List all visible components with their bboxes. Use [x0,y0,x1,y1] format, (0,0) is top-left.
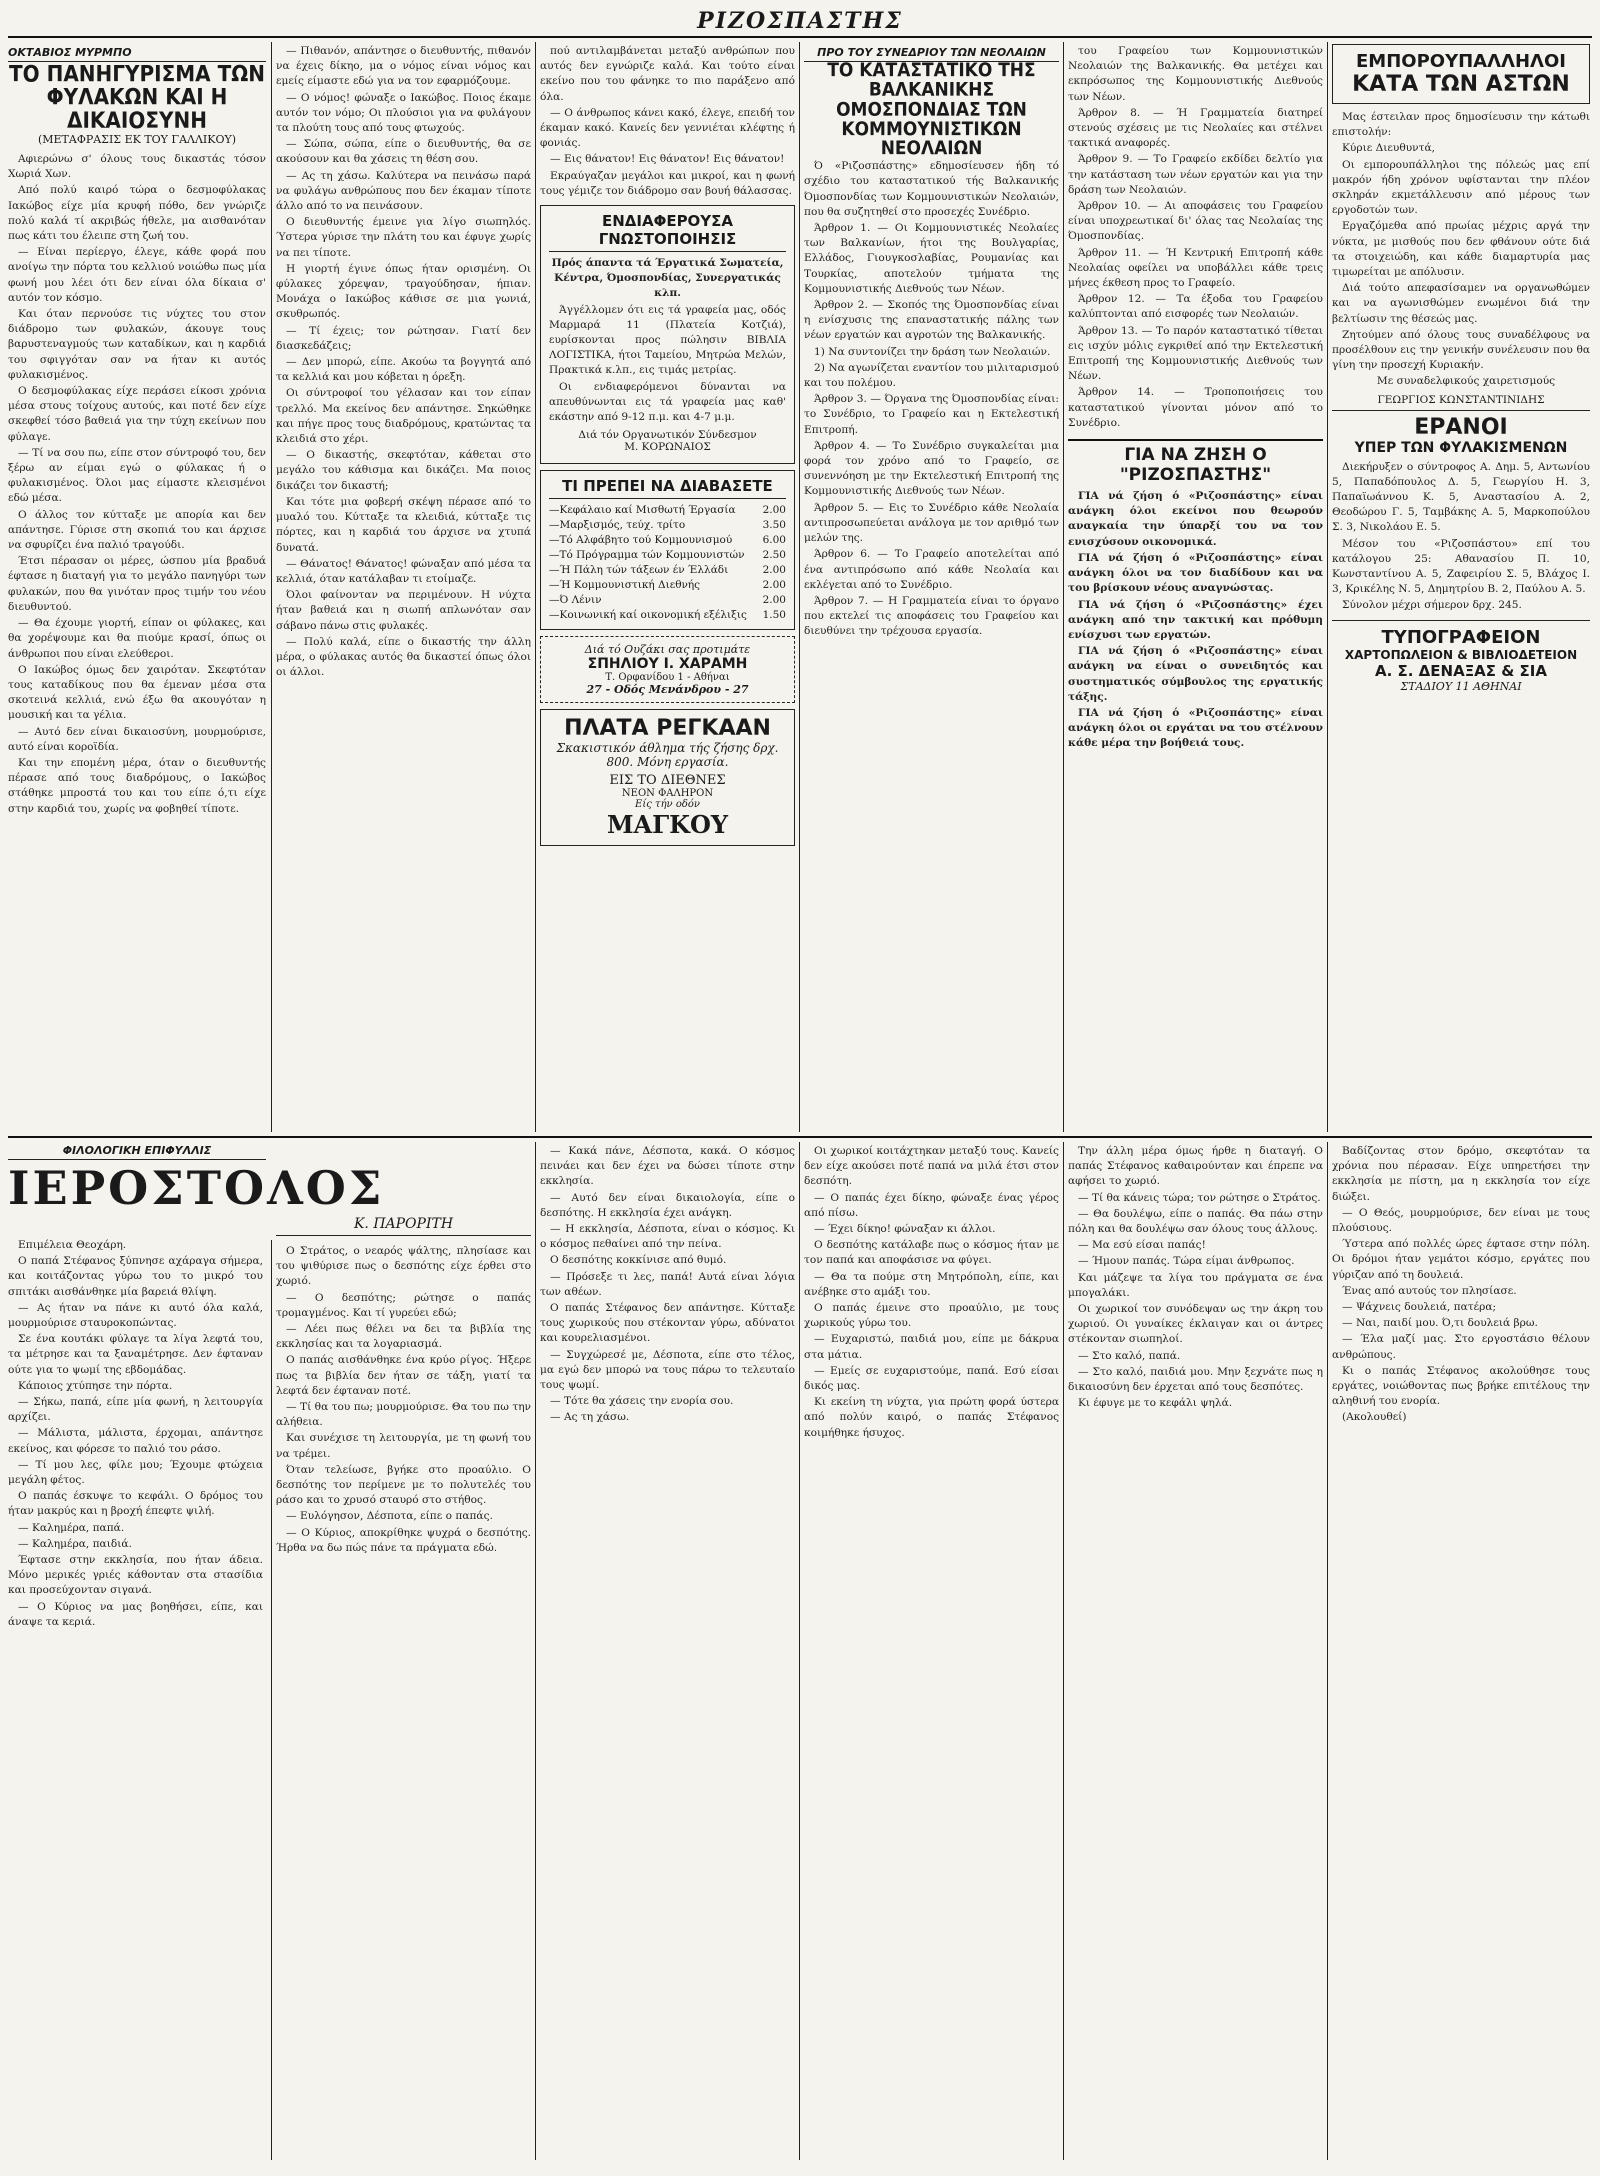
paragraph: Ο Στράτος, ο νεαρός ψάλτης, πλησίασε και του ψιθύρισε πως ο δεσπότης είχε έρθει στο χωριό. [276,1245,531,1288]
paragraph: Την άλλη μέρα όμως ήρθε η διαταγή. Ο παπάς Στέφανος καθαιρούνταν και έπρεπε να αφήσει το χωριό. [1068,1145,1323,1188]
appeal-title: ΓΙΑ ΝΑ ΖΗΣΗ Ο "ΡΙΖΟΣΠΑΣΤΗΣ" [1119,445,1272,486]
paragraph: Ο διευθυντής έμεινε για λίγο σιωπηλός. Ύστερα γύρισε την πλάτη του και έφυγε χωρίς να πει τίποτε. [276,216,531,259]
paragraph: — Ο παπάς έχει δίκηο, φώναξε ένας γέρος από πίσω. [804,1191,1059,1219]
paragraph: — Μάλιστα, μάλιστα, έρχομαι, απάντησε εκείνος, και φόρεσε το παλιό του ράσο. [8,1427,263,1455]
paragraph: — Έχει δίκηο! φώναξαν κι άλλοι. [814,1223,996,1236]
paragraph: Κύριε Διευθυντά, [1342,142,1435,155]
paragraph: Ο παπάς έμεινε στο προαύλιο, με τους χωρικούς γύρω του. [804,1302,1059,1330]
paragraph: — Στο καλό, παπά. [1078,1349,1181,1362]
ad-line: Τ. Ορφανίδου 1 - Αθήναι [605,672,730,684]
column-rule [799,42,800,1132]
paragraph: Ύστερα από πολλές ώρες έφτασε στην πόλη. Οι δρόμοι ήταν γεμάτοι κόσμο, εργάτες που γύριζαν από τη δουλειά. [1332,1238,1590,1281]
paragraph: — Ευχαριστώ, παιδιά μου, είπε με δάκρυα στα μάτια. [804,1333,1059,1361]
paragraph: Άρθρον 4. — Το Συνέδριο συγκαλείται μια φορά τον χρόνο από το Γραφείο, σε συνεννόηση με την Εκτελεστική Επιτροπή της Κομμουνιστικής Διεθνούς των Νέων. [804,439,1059,498]
column-3 [540,44,795,1130]
headline: ΤΟ ΚΑΤΑΣΤΑΤΙΚΟ ΤΗΣ ΒΑΛΚΑΝΙΚΗΣ ΟΜΟΣΠΟΝΔΙΑΣ ΤΩΝ ΚΟΜΜΟΥΝΙΣΤΙΚΩΝ ΝΕΟΛΑΙΩΝ [827,59,1036,160]
column-2 [276,44,531,1130]
reading-list-item [549,518,786,533]
paragraph: — Εις θάνατον! Εις θάνατον! Εις θάνατον! [550,153,785,166]
paragraph: — Σώπα, σώπα, είπε ο διευθυντής, θα σε ακούσουν και θα χάσεις τη θέση σου. [276,138,531,166]
paragraph: Κι ο παπάς Στέφανος ακολούθησε τους εργάτες, νοιώθοντας πως βρήκε επιτέλους την αληθινή του ενορία. [1332,1364,1590,1408]
donations-subtitle: ΥΠΕΡ ΤΩΝ ΦΥΛΑΚΙΣΜΕΝΩΝ [1354,439,1568,456]
paragraph: Διά τούτο απεφασίσαμεν να οργανωθώμεν και να αγωνισθώμεν ενωμένοι διά την βελτίωσιν της θέσεώς μας. [1332,282,1590,325]
paragraph: — Μα εσύ είσαι παπάς! [1078,1239,1206,1252]
column-rule [1063,42,1064,1132]
paragraph: Ο παπά Στέφανος ξύπνησε αχάραγα σήμερα, και κοιτάζοντας γύρω του το μικρό του σπιτάκι αισθάνθηκε μία βαρειά θλίψη. [8,1255,263,1298]
paragraph: Άρθρον 14. — Τροποποιήσεις του καταστατικού γίνονται μόνον από το Συνέδριο. [1068,386,1323,429]
ouzo-ad [540,636,795,703]
paragraph: Άρθρον 10. — Αι αποφάσεις του Γραφείου είναι υποχρεωτικαί δι' όλας τας Νεολαίας της Όμοσπονδίας. [1068,200,1323,243]
paragraph: — Ας ήταν να πάνε κι αυτό όλα καλά, μουρμούρισε σταυροκοπώντας. [8,1301,263,1330]
paragraph: Οι σύντροφοί του γέλασαν και τον είπαν τρελλό. Μα εκείνος δεν απάντησε. Σηκώθηκε και πήγε προς τους διαδρόμους, κρατώντας τα κλειδιά στο χέρι. [276,387,531,446]
column-rule [1327,42,1328,1132]
announcement-title: ΕΝΔΙΑΦΕΡΟΥΣΑ ΓΝΩΣΤΟΠΟΙΗΣΙΣ [549,212,786,252]
paragraph: Εργαζόμεθα από πρωίας μέχρις αργά την νύκτα, με μισθούς που δεν φθάνουν ούτε διά τα στοιχειώδη, και κάθε διαμαρτυρία μας τιμωρείται με απόλυσιν. [1332,220,1590,279]
reading-list-item [549,533,786,548]
paragraph: Και όταν περνούσε τις νύχτες του στον διάδρομο των φυλακών, άκουγε τους βαρυστεναγμούς των καταδίκων, και η καρδιά του σφιγγόταν σαν να ήταν κι αυτός φυλακισμένος. [8,308,266,381]
print-shop-ad [1332,620,1590,693]
reading-list-title: ΤΙ ΠΡΕΠΕΙ ΝΑ ΔΙΑΒΑΣΕΤΕ [549,477,786,499]
paragraph: — Τί έχεις; τον ρώτησαν. Γιατί δεν διασκεδάζεις; [276,324,531,352]
book-price: 2.00 [762,579,786,592]
paragraph: Σύνολον μέχρι σήμερον δρχ. 245. [1342,599,1522,612]
paragraph: Άρθρον 2. — Σκοπός της Όμοσπονδίας είναι η ενίσχυσις της επαναστατικής πάλης των νέων εργατών και αγροτών της Βαλκανικής. [804,299,1059,342]
paragraph: Από πολύ καιρό τώρα ο δεσμοφύλακας Ιακώβος είχε μία κρυφή πόθο, δεν γνώριζε πολύ καλά τί ακριβώς ήθελε, μα αισθανόταν πως κάτι του έλειπε στη ζωή του. [8,184,266,243]
ad-address: ΣΤΑΔΙΟΥ 11 ΑΘΗΝΑΙ [1400,679,1522,693]
book-price: 2.00 [762,504,786,517]
paragraph: Διεκήρυξεν ο σύντροφος Α. Δημ. 5, Αντωνίου 5, Παπαδόπουλος Δ. 5, Γεωργίου Η. 3, Παπαϊωάννου Κ. 5, Αναστασίου Α. 2, Θεοδώρου Γ. 5, Ταμβάκης Α. 5, Μαρκοπούλου Σ. 3, Νικολάου Ε. 5. [1332,460,1590,534]
feuilleton-column [804,1144,1059,2158]
reading-list-item [549,548,786,563]
feuilleton-column [1332,1144,1590,2158]
column-rule [799,1142,800,2160]
paragraph: — Δεν μπορώ, είπε. Ακούω τα βογγητά από τα κελλιά και μου κόβεται η όρεξη. [276,356,531,384]
paragraph: — Λέει πως θέλει να δει τα βιβλία της εκκλησίας και τα λογαριασμά. [276,1323,531,1351]
paragraph: — Η εκκλησία, Δέσποτα, είναι ο κόσμος. Κι ο κόσμος πεθαίνει από την πείνα. [540,1223,795,1251]
book-price: 3.50 [762,519,786,532]
headline-small: ΕΜΠΟΡΟΥΠΑΛΛΗΛΟΙ [1356,51,1566,72]
paragraph: Όλοι φαίνονταν να περιμένουν. Η νύχτα ήταν βαθειά και η σιωπή απλωνόταν σαν σάβανο πάνω στις φυλακές. [276,589,531,632]
paragraph: — Ευλόγησον, Δέσποτα, είπε ο παπάς. [286,1510,493,1523]
paragraph: — Κακά πάνε, Δέσποτα, κακά. Ο κόσμος πεινάει και δεν έχει να δώσει τίποτε στην εκκλησία. [540,1145,795,1188]
paragraph: Μας έστειλαν προς δημοσίευσιν την κάτωθι επιστολήν: [1332,111,1590,139]
book-title: —Μαρξισμός, τεύχ. τρίτο [549,519,686,532]
ad-line: ΝΕΟΝ ΦΑΛΗΡΟΝ [621,788,714,800]
paragraph: Μέσον του «Ριζοσπάστου» επί του κατάλογου 25: Αθανασίου Π. 10, Κωνσταντίνου Α. 5, Ζαφειρίου Σ. 5, Βλάχος Ι. 3, Κρικέλης Ν. 5, Δημητρίου Β. 2, Παύλου Α. 5. [1332,537,1590,596]
column-rule [535,42,536,1132]
paragraph: Κι έφυγε με το κεφάλι ψηλά. [1078,1397,1233,1410]
paragraph: — Θα έχουμε γιορτή, είπαν οι φύλακες, και θα χορέψουμε και θα πιούμε κρασί, όπως οι άνθρωποι που είναι ελεύθεροι. [8,617,266,660]
ad-line: Σκακιστικόν άθλημα τής ζήσης δρχ. 800. Μόνη εργασία. [556,741,779,770]
headline: ΤΟ ΠΑΝΗΓΥΡΙΣΜΑ ΤΩΝ ΦΥΛΑΚΩΝ ΚΑΙ Η ΔΙΚΑΙΟΣΥΝΗ [8,60,265,134]
paragraph: Ο δεσπότης κοκκίνισε από θυμό. [550,1254,727,1267]
column-rule [271,42,272,1132]
column-rule [1327,1142,1328,2160]
paragraph: πού αντιλαμβάνεται μεταξύ ανθρώπων που αυτός δεν εγνώριζε καλά. Και τούτο είναι εκείνο που του φάνηκε το πιο παράξενο από όλα. [540,45,795,103]
ad-name: ΜΑΓΚΟΥ [606,810,729,840]
paragraph: ΓΙΑ νά ζήση ό «Ριζοσπάστης» είναι ανάγκη όλοι εκείνοι που θεωρούν αναγκαία την ύπαρξί του να τον ενισχύσουν οικονομικά. [1068,490,1323,548]
article-body [276,44,531,680]
paragraph: Βαδίζοντας στον δρόμο, σκεφτόταν τα χρόνια που πέρασαν. Είχε υπηρετήσει την εκκλησία με πίστη, μα η εκκλησία τον είχε διώξει. [1332,1145,1590,1203]
paragraph: Ο παπάς έσκυψε το κεφάλι. Ο δρόμος του ήταν μακρύς και η βροχή έπεφτε ψιλή. [8,1490,263,1518]
feuilleton-author: Κ. ΠΑΡΟΡΙΤΗ [276,1216,531,1236]
paragraph: Έτσι πέρασαν οι μέρες, ώσπου μία βραδυά έφτασε η διαταγή για το μεγάλο πανηγύρι των φυλακών, που θα γινόταν προς τιμήν του νέου διευθυντού. [8,555,266,613]
paragraph: Ένας από αυτούς τον πλησίασε. [1342,1284,1517,1297]
paragraph: Οι εμπορουπάλληλοι της πόλεώς μας επί μακρόν ήδη χρόνον υφίστανται την πλέον σκληράν εκμετάλλευσιν από μέρους των εργοδοτών των. [1332,158,1590,217]
paragraph: Ο δεσμοφύλακας είχε περάσει είκοσι χρόνια μέσα στους τοίχους αυτούς, και ποτέ δεν είχε σκεφθεί τόσο βαθειά για την τύχη εκείνων που φύλαγε. [8,385,266,443]
paragraph: Κι εκείνη τη νύχτα, για πρώτη φορά ύστερα από πολύν καιρό, ο παπάς Στέφανος κοιμήθηκε ήσυχος. [804,1396,1059,1439]
reading-list-item [549,503,786,518]
paragraph: Οι ενδιαφερόμενοι δύνανται να απευθύνωνται εις τά γραφεία μας καθ' εκάστην από 9-12 π.μ. και 4-7 μ.μ. [549,380,786,424]
ad-title: ΠΛΑΤΑ ΡΕΓΚΑΑΝ [564,716,771,742]
paragraph: Άρθρον 6. — Το Γραφείο αποτελείται από ένα αντιπρόσωπο από κάθε Νεολαία και εκλέγεται από το Συνέδριο. [804,548,1059,591]
signature: Διά τόν Οργανωτικόν Σύνδεσμον Μ. ΚΟΡΩΝΑΙΟΣ [578,429,757,454]
book-title: —Κεφάλαιο καί Μισθωτή Έργασία [549,504,736,517]
article-body [540,44,795,199]
paragraph: — Ο άνθρωπος κάνει κακό, έλεγε, επειδή τον έκαμαν κακό. Κανείς δεν γεννιέται κλέφτης ή φονιάς. [540,106,795,150]
paragraph: — Στο καλό, παιδιά μου. Μην ξεχνάτε πως η δικαιοσύνη δεν έρχεται από τους δεσπότες. [1068,1365,1323,1394]
paragraph: 2) Να αγωνίζεται εναντίον του μιλιταρισμού και του πολέμου. [804,361,1059,390]
paragraph: Ο παπάς αισθάνθηκε ένα κρύο ρίγος. Ήξερε πως τα βιβλία δεν ήταν σε τάξη, γιατί τα λεφτά δεν έφταναν ποτέ. [276,1354,531,1397]
reading-list-item [549,593,786,608]
paragraph: — Πιθανόν, απάντησε ο διευθυντής, πιθανόν να έχεις δίκηο, μα ο νόμος είναι νόμος και εμείς είμαστε εδώ για να τον εφαρμόζουμε. [276,45,531,88]
paragraph: Άρθρον 3. — Όργανα της Όμοσπονδίας είναι: το Συνέδριο, το Γραφείο και η Εκτελεστική Επιτροπή. [804,393,1059,436]
reading-list [549,503,786,623]
paragraph: Και συνέχισε τη λειτουργία, με τη φωνή του να τρέμει. [276,1432,531,1460]
paragraph: Πρός άπαντα τά Έργατικά Σωματεία, Κέντρα, Όμοσπονδίας, Συνεργατικάς κλπ. [551,257,784,300]
paragraph: ΓΙΑ νά ζήση ό «Ριζοσπάστης» είναι ανάγκη να είναι ο συνειδητός και συστηματικός σύμβουλος της εργατικής τάξης. [1068,645,1323,703]
feuilleton-column [540,1144,795,2158]
book-title: —Κοινωνική καί οικονομική εξέλιξις [549,609,747,622]
paragraph: Ο δεσπότης κατάλαβε πως ο κόσμος ήταν με τον παπά και αποφάσισε να φύγει. [804,1239,1059,1267]
paragraph: Επιμέλεια Θεοχάρη. [18,1239,127,1251]
column-rule [271,1240,272,2160]
ad-name: Α. Σ. ΔΕΝΑΞΑΣ & ΣΙΑ [1374,661,1547,680]
paragraph: — Πολύ καλά, είπε ο δικαστής την άλλη μέρα, ο φύλακας αυτός θα δικαστεί όπως όλοι οι άλλοι. [276,635,531,679]
paragraph: (Ακολουθεί) [1342,1411,1407,1424]
paragraph: — Θα τα πούμε στη Μητρόπολη, είπε, και ανέβηκε στο αμάξι του. [804,1270,1059,1298]
paragraph: — Καλημέρα, παιδιά. [18,1537,132,1550]
paragraph: — Αυτό δεν είναι δικαιολογία, είπε ο δεσπότης. Η εκκλησία έχει ανάγκη. [540,1191,795,1219]
paragraph: Οι χωρικοί κοιτάχτηκαν μεταξύ τους. Κανείς δεν είχε ακούσει ποτέ παπά να μιλά έτσι στον δεσπότη. [804,1145,1059,1188]
paragraph: Και μάζεψε τα λίγα του πράγματα σε ένα μπογαλάκι. [1068,1271,1323,1299]
paragraph: — Καλημέρα, παπά. [18,1521,125,1534]
paragraph: — Εμείς σε ευχαριστούμε, παπά. Εσύ είσαι δικός μας. [804,1364,1059,1393]
feuilleton-kicker: ΦΙΛΟΛΟΓΙΚΗ ΕΠΙΦΥΛΛΙΣ [8,1142,266,1160]
book-price: 2.00 [762,564,786,577]
paragraph: — Ο Θεός, μουρμούρισε, δεν είναι με τους πλούσιους. [1332,1206,1590,1235]
paragraph: — Τί θα κάνεις τώρα; τον ρώτησε ο Στράτος. [1078,1191,1321,1204]
feuilleton-author-block [276,1216,531,1240]
paragraph: Ζητούμεν από όλους τους συναδέλφους να προσέλθουν εις την γενικήν συνέλευσιν που θα γίνη την προσεχή Κυριακήν. [1332,328,1590,372]
reading-list-item [549,563,786,578]
signature: ΓΕΩΡΓΙΟΣ ΚΩΝΣΤΑΝΤΙΝΙΔΗΣ [1377,393,1545,406]
column-rule [1063,1142,1064,2160]
article-body [1332,110,1590,390]
paragraph: — Τί μου λες, φίλε μου; Έχουμε φτώχεια μεγάλη φέτος. [8,1458,263,1487]
newspaper-page [8,8,1592,2168]
book-title: —Ή Πάλη τών τάξεων έν Έλλάδι [549,564,729,577]
feuilleton-column [276,1244,531,2158]
book-title: —Τό Αλφάβητο τού Κομμουνισμού [549,534,733,547]
paragraph: — Θα δουλέψω, είπε ο παπάς. Θα πάω στην πόλη και θα δουλέψω σαν όλους τους άλλους. [1068,1207,1323,1236]
book-title: —Ό Λένιν [549,594,602,607]
paragraph: Σε ένα κουτάκι φύλαγε τα λίγα λεφτά του, τα μέτρησε και τα ξαναμέτρησε. Δεν έφταναν ούτε για το ψωμί της εβδομάδας. [8,1333,263,1376]
paragraph: του Γραφείου των Κομμουνιστικών Νεολαιών της Βαλκανικής. Θα μετέχει και εκπρόσωπος της Κομμουνιστικής Διεθνούς των Νέων. [1068,45,1323,103]
paragraph: — Τί να σου πω, είπε στον σύντροφό του, δεν ξέρω αν είμαι εγώ ο φύλακας ή ο φυλακισμένος. Όλοι μας είμαστε κλεισμένοι εδώ μέσα. [8,446,266,505]
ad-line: 27 - Οδός Μενάνδρου - 27 [586,683,749,697]
book-price: 2.00 [762,594,786,607]
paragraph: Άρθρον 11. — Ή Κεντρική Επιτροπή κάθε Νεολαίας οφείλει να υποβάλλει κάθε τρεις μήνες έκθεση προς το Γραφείο. [1068,246,1323,290]
paragraph: Αφιερώνω σ' όλους τους δικαστάς τόσον Χωριά Χων. [8,153,266,181]
paragraph: — Θάνατος! Θάνατος! φώναξαν από μέσα τα κελλιά, όταν κατάλαβαν τι ετοίμαζε. [276,557,531,585]
appeal-body [1068,489,1323,751]
headline-big: ΚΑΤΑ ΤΩΝ ΑΣΤΩΝ [1352,72,1570,97]
column-1 [8,44,266,1130]
paragraph: — Αυτό δεν είναι δικαιοσύνη, μουρμούρισε, αυτό είναι κοροϊδία. [8,725,266,753]
paragraph: — Συγχώρεσέ με, Δέσποτα, είπε στο τέλος, μα εγώ δεν μπορώ να τους πάρω το τελευταίο τους ψωμί. [540,1348,795,1392]
book-title: —Ή Κομμουνιστική Διεθνής [549,579,701,592]
paragraph: Άρθρον 5. — Εις το Συνέδριο κάθε Νεολαία αντιπροσωπεύεται ανάλογα με τον αριθμό των μελών της. [804,501,1059,545]
paragraph: — Τί θα του πω; μουρμούρισε. Θα του πω την αλήθεια. [276,1401,531,1429]
section-rule [8,1136,1592,1138]
feuilleton-title: ΙΕΡΟΣΤΟΛΟΣ [8,1164,385,1215]
article-body [1068,44,1323,431]
book-price: 1.50 [762,609,786,622]
column-5 [1068,44,1323,1130]
kicker: ΟΚΤΑΒΙΟΣ ΜΥΡΜΠΟ [8,44,266,62]
paragraph: Ο Ιακώβος όμως δεν χαιρόταν. Σκεφτόταν τους καταδίκους που θα έμεναν μέσα στα σκοτεινά κελλιά, ενώ έξω θα ακουγόταν η μουσική και τα γέλια. [8,663,266,722]
paragraph: — Ήμουν παπάς. Τώρα είμαι άνθρωπος. [1078,1255,1295,1268]
donations-title: ΕΡΑΝΟΙ [1414,414,1508,440]
announcement-body [549,256,786,425]
paragraph: Και την επομένη μέρα, όταν ο διευθυντής πέρασε από τους διαδρόμους, ο Ιακώβος στάθηκε μπροστά του και του είπε ό,τι είχε στην καρδιά του, χωρίς να φοβηθεί τίποτε. [8,756,266,815]
paragraph: Ο παπάς Στέφανος δεν απάντησε. Κύτταξε τους χωρικούς που στέκονταν γύρω, αδύνατοι και κουρελιασμένοι. [540,1302,795,1345]
paragraph: Όταν τελείωσε, βγήκε στο προαύλιο. Ο δεσπότης τον περίμενε με το πολυτελές του ράσο και το χρυσό σταυρό στο στήθος. [276,1463,531,1507]
paragraph: Έφτασε στην εκκλησία, που ήταν άδεια. Μόνο μερικές γριές κάθονταν στα στασίδια και προσεύχονταν σιγανά. [8,1554,263,1597]
paragraph: — Ας τη χάσω. Καλύτερα να πεινάσω παρά να φυλάγω ανθρώπους που δεν έκαμαν τίποτε άλλο από το να πεινάσουν. [276,169,531,213]
paragraph: — Ναι, παιδί μου. Ό,τι δουλειά βρω. [1342,1317,1538,1330]
paragraph: — Είναι περίεργο, έλεγε, κάθε φορά που ανοίγω την πόρτα του κελλιού νοιώθω πως μία φωνή μου λέει ότι δεν είναι όλα δίκαια σ' αυτόν τον κόσμο. [8,246,266,304]
paragraph: — Ψάχνεις δουλειά, πατέρα; [1342,1301,1497,1314]
paragraph: — Ο Κύριος να μας βοηθήσει, είπε, και άναψε τα κεριά. [8,1600,263,1628]
paragraph: Άρθρον 9. — Το Γραφείο εκδίδει δελτίο για την κατάσταση των νέων εργατών και για την δράση των Νεολαιών. [1068,153,1323,196]
announcement-box [540,205,795,464]
donations-section [1332,410,1590,614]
ad-line: ΕΙΣ ΤΟ ΔΙΕΘΝΕΣ [609,773,726,789]
shop-clerks-heading [1332,44,1590,104]
column-4 [804,44,1059,1130]
paragraph: Ό «Ριζοσπάστης» εδημοσίευσεν ήδη τό σχέδιο του καταστατικού τής Βαλκανικής Όμοσπονδίας των Κομμουνιστικών Νεολαιών, που θα συζητηθεί στο προσεχές Συνέδριο. [804,160,1059,218]
paragraph: — Ο Κύριος, αποκρίθηκε ψυχρά ο δεσπότης. Ήρθα να δω πώς πάνε τα πράγματα εδώ. [276,1526,531,1554]
reading-list-box [540,470,795,630]
kicker: ΠΡΟ ΤΟΥ ΣΥΝΕΔΡΙΟΥ ΤΩΝ ΝΕΟΛΑΙΩΝ [804,44,1059,62]
paragraph: Και τότε μια φοβερή σκέψη πέρασε από το μυαλό του. Κύτταξε τα κλειδιά, κύτταξε τις πόρτες, και η καρδιά του άρχισε να χτυπά δυνατά. [276,495,531,554]
paragraph: Άρθρον 8. — Ή Γραμματεία διατηρεί στενούς σχέσεις με τις Νεολαίες και στέλνει τακτικά αναφορές. [1068,106,1323,150]
column-6 [1332,44,1590,1130]
book-price: 2.50 [762,549,786,562]
paragraph: Με συναδελφικούς χαιρετισμούς [1376,375,1556,388]
paragraph: — Πρόσεξε τι λες, παπά! Αυτά είναι λόγια των αθέων. [540,1270,795,1298]
subhead: (ΜΕΤΑΦΡΑΣΙΣ ΕΚ ΤΟΥ ΓΑΛΛΙΚΟΥ) [37,133,237,146]
paragraph: Κάποιος χτύπησε την πόρτα. [18,1379,173,1392]
ad-line: Είς τήν οδόν [635,799,700,811]
paragraph: ΓΙΑ νά ζήση ό «Ριζοσπάστης» είναι ανάγκη όλοι οι εργάται να του στέλνουν κάθε μέρα την βοήθειά τους. [1068,706,1323,750]
book-title: —Τό Πρόγραμμα τών Κομμουνιστών [549,549,745,562]
paragraph: Άγγέλλομεν ότι εις τά γραφεία μας, οδός Μαρμαρά 11 (Πλατεία Κοτζιά), ευρίσκονται προς πώλησιν ΒΙΒΛΙΑ ΛΟΓΙΣΤΙΚΑ, ήτοι Ταμείου, Μητρώα Μελών, Πρακτικά κ.λπ., εις τιμάς μετρίας. [549,303,786,377]
paragraph: Εκραύγαζαν μεγάλοι και μικροί, και η φωνή τους γέμιζε τον διάδρομο σαν βουή θάλασσας. [540,169,795,197]
paragraph: ΓΙΑ νά ζήση ό «Ριζοσπάστης» είναι ανάγκη όλοι να τον διαδίδουν και να του βρίσκουν νέους αναγνώστας. [1068,551,1323,595]
paragraph: Οι χωρικοί τον συνόδεψαν ως την άκρη του χωριού. Οι γυναίκες έκλαιγαν και οι άντρες στέκονταν σιωπηλοί. [1068,1303,1323,1346]
masthead [8,8,1592,38]
paragraph: — Σήκω, παπά, είπε μία φωνή, η λειτουργία αρχίζει. [8,1396,263,1424]
feuilleton-column [8,1238,263,2158]
ad-title: ΤΥΠΟΓΡΑΦΕΙΟΝ [1381,626,1541,648]
reading-list-item [549,608,786,623]
ad-line: Διά τό Ουζάκι σας προτιμάτε [584,643,751,657]
rizospastis-appeal [1068,439,1323,751]
paragraph: — Ο δεσπότης; ρώτησε ο παπάς τρομαγμένος. Και τί γυρεύει εδώ; [276,1291,531,1319]
paragraph: Άρθρον 13. — Το παρόν καταστατικό τίθεται εις ισχύν μόλις εγκριθεί από την Εκτελεστική Επιτροπή της Κομμουνιστικής Διεθνούς των Νέων. [1068,324,1323,383]
reading-list-item [549,578,786,593]
paragraph: — Τότε θα χάσεις την ενορία σου. [550,1395,734,1408]
paragraph: 1) Να συντονίζει την δράση των Νεολαιών. [814,345,1051,358]
paragraph: — Έλα μαζί μας. Στο εργοστάσιο θέλουν ανθρώπους. [1332,1333,1590,1361]
paragraph: Άρθρον 1. — Οι Κομμουνιστικές Νεολαίες των Βαλκανίων, ήτοι της Βουλγαρίας, Ελλάδος, Γιουγκοσλαβίας, Ρουμανίας και Τουρκίας, αποτελούν τμήματα της Κομμουνιστικής Διεθνούς των Νέων. [804,222,1059,295]
paragraph: — Ας τη χάσω. [550,1411,630,1424]
masthead-title: ΡΙΖΟΣΠΑΣΤΗΣ [697,8,903,34]
paragraph: Άρθρον 7. — Η Γραμματεία είναι το όργανο που εκτελεί τις αποφάσεις του Γραφείου και διευθύνει την τρέχουσα εργασία. [804,594,1059,638]
book-price: 6.00 [762,534,786,547]
article-body [804,159,1059,639]
paragraph: Άρθρον 12. — Τα έξοδα του Γραφείου καλύπτονται από εισφορές των Νεολαιών. [1068,293,1323,321]
paragraph: — Ο δικαστής, σκεφτόταν, κάθεται στο μεγάλο του κάθισμα και δικάζει. Μα ποιος δικάζει τον δικαστή; [276,449,531,492]
paragraph: Η γιορτή έγινε όπως ήταν ορισμένη. Οι φύλακες χόρεψαν, τραγούδησαν, ήπιαν. Μονάχα ο Ιακώβος κάθισε σε μια γωνιά, σκυθρωπός. [276,262,531,321]
feuilleton-column [1068,1144,1323,2158]
ad-name: ΣΠΗΛΙΟΥ Ι. ΧΑΡΑΜΗ [587,656,748,673]
plata-ad [540,709,795,846]
column-rule [535,1142,536,2160]
paragraph: Ο άλλος τον κύτταξε με απορία και δεν απάντησε. Γύρισε στη σκοπιά του και άρχισε να σφυρίζει ένα παλιό τραγούδι. [8,508,266,552]
paragraph: — Ο νόμος! φώναξε ο Ιακώβος. Ποιος έκαμε αυτόν τον νόμο; Οι πλούσιοι για να φυλάγουν τα πλούτη τους από τους φτωχούς. [276,91,531,135]
paragraph: ΓΙΑ νά ζήση ό «Ριζοσπάστης» έχει ανάγκη από την τακτική και πρόθυμη ενίσχυσι των εργατών. [1068,598,1323,641]
ad-subtitle: ΧΑΡΤΟΠΩΛΕΙΟΝ & ΒΙΒΛΙΟΔΕΤΕΙΟΝ [1344,647,1578,662]
article-body [8,152,266,817]
donations-body [1332,460,1590,614]
